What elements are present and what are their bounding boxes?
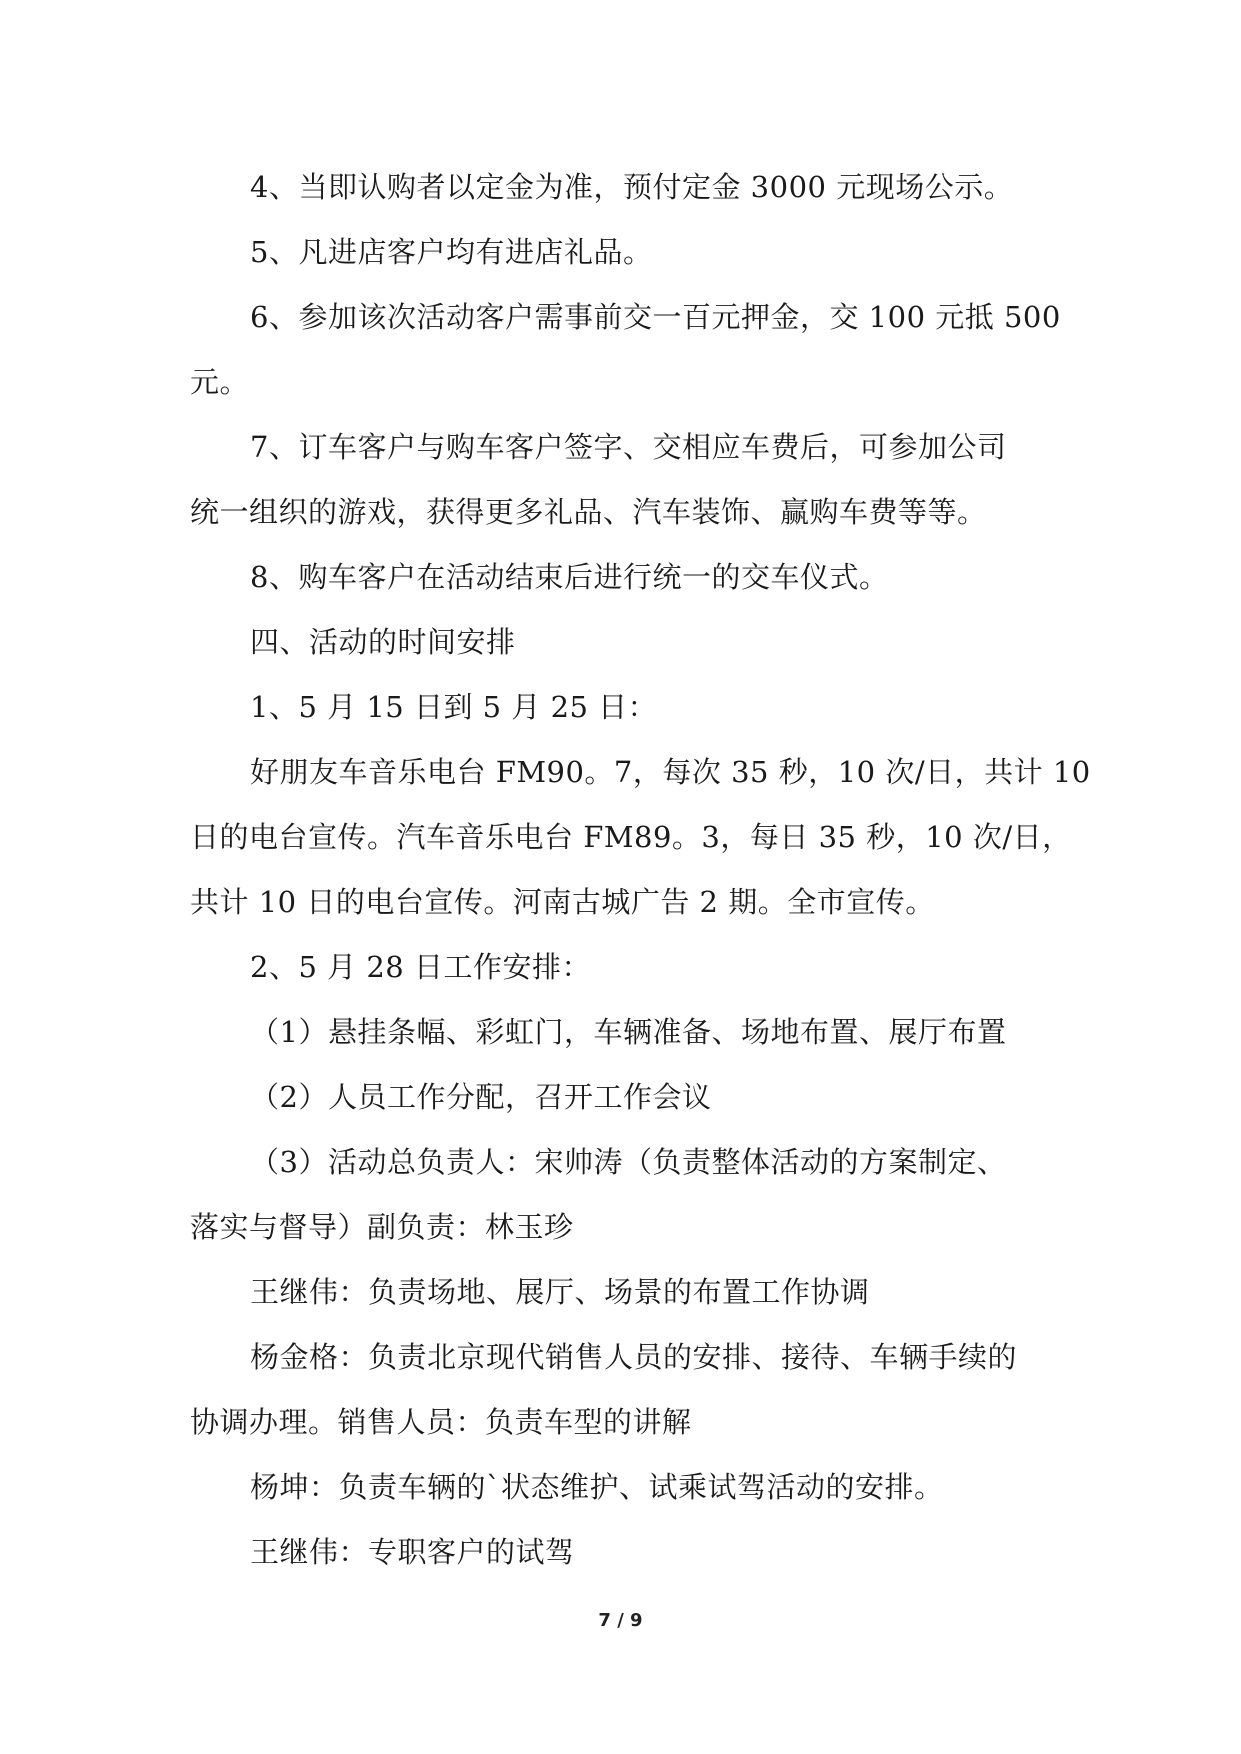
paragraph-line: 共计 10 日的电台宣传。河南古城广告 2 期。全市宣传。 [190, 885, 935, 919]
paragraph-line: 4、当即认购者以定金为准，预付定金 3000 元现场公示。 [250, 170, 1014, 204]
page-number: 7 / 9 [598, 1610, 643, 1631]
paragraph-line: 落实与督导）副负责：林玉珍 [190, 1210, 574, 1244]
paragraph-line: （2）人员工作分配，召开工作会议 [250, 1080, 712, 1114]
paragraph-line: 杨金格：负责北京现代销售人员的安排、接待、车辆手续的 [250, 1340, 1018, 1374]
paragraph-line: 好朋友车音乐电台 FM90。7，每次 35 秒，10 次/日，共计 10 [250, 755, 1091, 789]
paragraph-line: 日的电台宣传。汽车音乐电台 FM89。3，每日 35 秒，10 次/日， [190, 820, 1072, 854]
paragraph-line: 2、5 月 28 日工作安排： [250, 950, 591, 984]
paragraph-line: 8、购车客户在活动结束后进行统一的交车仪式。 [250, 560, 889, 594]
paragraph-line: 6、参加该次活动客户需事前交一百元押金，交 100 元抵 500 [250, 300, 1061, 334]
document-body [190, 155, 1091, 1585]
paragraph-line: 7、订车客户与购车客户签字、交相应车费后，可参加公司 [250, 430, 1007, 464]
paragraph-line: 1、5 月 15 日到 5 月 25 日： [250, 690, 658, 724]
paragraph-line: 5、凡进店客户均有进店礼品。 [250, 235, 653, 269]
paragraph-line: （3）活动总负责人：宋帅涛（负责整体活动的方案制定、 [250, 1145, 1007, 1179]
paragraph-line: 王继伟：负责场地、展厅、场景的布置工作协调 [250, 1275, 870, 1309]
paragraph-line: 元。 [190, 365, 250, 399]
paragraph-line: 王继伟：专职客户的试驾 [250, 1535, 575, 1569]
paragraph-line: 协调办理。销售人员：负责车型的讲解 [190, 1405, 692, 1439]
paragraph-line: 统一组织的游戏，获得更多礼品、汽车装饰、赢购车费等等。 [190, 495, 987, 529]
paragraph-line: （1）悬挂条幅、彩虹门，车辆准备、场地布置、展厅布置 [250, 1015, 1007, 1049]
paragraph-line: 杨坤：负责车辆的`状态维护、试乘试驾活动的安排。 [250, 1470, 944, 1504]
section-heading: 四、活动的时间安排 [250, 625, 516, 659]
